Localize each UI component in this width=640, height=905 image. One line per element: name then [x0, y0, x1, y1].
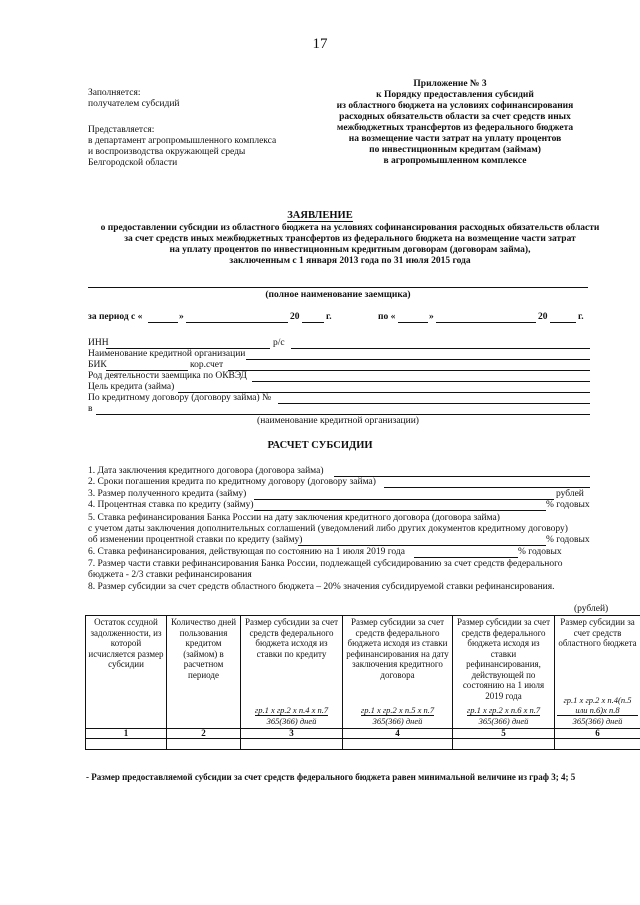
- item-3-unit: рублей: [556, 489, 584, 499]
- item-7-line-b: бюджета - 2/3 ставки рефинансирования: [88, 570, 252, 580]
- formula-col6: гр.1 х гр.2 х п.4(п.5 или п.6)х п.8 365(366) дней: [557, 695, 638, 726]
- year-suffix: г.: [326, 312, 332, 322]
- page-number: 17: [312, 36, 328, 52]
- item-6-field[interactable]: [414, 557, 518, 558]
- table-cell[interactable]: [555, 739, 640, 750]
- quote-mark: »: [179, 312, 184, 322]
- table-number-row: [86, 729, 640, 739]
- period-to-day-field[interactable]: [398, 322, 428, 323]
- korschet-field[interactable]: [228, 370, 590, 371]
- okved-field[interactable]: [252, 381, 590, 382]
- table-cell[interactable]: [343, 739, 453, 750]
- appendix-line: из областного бюджета на условиях софинансирования: [336, 101, 574, 111]
- bank-name-field[interactable]: [246, 359, 590, 360]
- table-cell[interactable]: [86, 739, 167, 750]
- period-to-year-field[interactable]: [550, 322, 576, 323]
- year-suffix: г.: [578, 312, 584, 322]
- period-from-year-field[interactable]: [302, 322, 324, 323]
- column-number: 3: [241, 729, 343, 739]
- submit-label: Представляется:: [88, 125, 155, 135]
- table-header-cell: Размер субсидии за счет средств областного бюджета гр.1 х гр.2 х п.4(п.5 или п.6)х п.8 365(366) дней: [555, 616, 640, 729]
- borrower-caption: (полное наименование заемщика): [265, 290, 411, 300]
- contract-field[interactable]: [278, 403, 590, 404]
- column-number: 6: [555, 729, 640, 739]
- subsidy-table: [85, 615, 640, 750]
- table-header-cell: Размер субсидии за счет средств федерального бюджета исходя из ставки по кредиту гр.1 х гр.2 х п.4 х п.7 365(366) дней: [241, 616, 343, 729]
- table-header-row: [86, 616, 640, 729]
- heading-line: заключенным с 1 января 2013 года по 31 июля 2015 года: [229, 256, 471, 266]
- item-6-unit: % годовых: [518, 547, 562, 557]
- fill-label: Заполняется:: [88, 88, 141, 98]
- table-header-cell: Количество дней пользования кредитом (займом) в расчетном периоде: [167, 616, 241, 729]
- item-4: 4. Процентная ставка по кредиту (займу): [88, 500, 254, 510]
- in-label: в: [88, 404, 93, 414]
- period-from-year: 20: [290, 312, 300, 322]
- item-3-field[interactable]: [254, 499, 554, 500]
- heading-line: за счет средств иных межбюджетных трансфертов из федерального бюджета на возмещение части затрат: [124, 234, 576, 244]
- period-to-month-field[interactable]: [436, 322, 536, 323]
- appendix-title: Приложение № 3: [413, 79, 487, 89]
- okved-label: Род деятельности заемщика по ОКВЭД: [88, 371, 247, 381]
- purpose-label: Цель кредита (займа): [88, 382, 175, 392]
- table-cell[interactable]: [453, 739, 555, 750]
- table-header-cell: Размер субсидии за счет средств федерального бюджета исходя из ставки рефинансирования, действующей по состоянию на 1 июля 2019 года гр.1 х гр.2 х п.6 х п.7 365(366) дней: [453, 616, 555, 729]
- appendix-line: в агропромышленном комплексе: [383, 156, 527, 166]
- column-number: 5: [453, 729, 555, 739]
- heading-line: о предоставлении субсидии из областного бюджета на условиях софинансирования расходных обязательств области: [100, 223, 600, 233]
- formula-col5: гр.1 х гр.2 х п.6 х п.7 365(366) дней: [466, 705, 541, 726]
- item-5-field[interactable]: [298, 545, 546, 546]
- appendix-line: расходных обязательств области за счет средств иных: [339, 112, 571, 122]
- appendix-line: межбюджетных трансфертов из федерального бюджета: [336, 123, 574, 133]
- item-2: 2. Сроки погашения кредита по кредитному договору (договору займа): [88, 477, 376, 487]
- table-header-cell: Размер субсидии за счет средств федерального бюджета исходя из ставки рефинансирования на дату заключения кредитного договора гр.1 х гр.2 х п.5 х п.7 365(366) дней: [343, 616, 453, 729]
- item-5-unit: % годовых: [546, 535, 590, 545]
- item-5-line-b: с учетом даты заключения дополнительных соглашений (уведомлений либо других документов кредитному договору): [88, 524, 568, 534]
- item-2-field[interactable]: [384, 487, 590, 488]
- appendix-line: по инвестиционным кредитам (займам): [369, 145, 541, 155]
- korschet-label: кор.счет: [190, 360, 224, 370]
- inn-label: ИНН: [88, 338, 109, 348]
- bik-label: БИК: [88, 360, 107, 370]
- bank-field[interactable]: [96, 414, 590, 415]
- item-4-field[interactable]: [254, 510, 546, 511]
- column-number: 4: [343, 729, 453, 739]
- borrower-line[interactable]: [88, 287, 588, 288]
- table-unit: (рублей): [574, 604, 609, 614]
- column-number: 1: [86, 729, 167, 739]
- item-8: 8. Размер субсидии за счет средств областного бюджета – 20% значения субсидируемой ставки рефинансирования.: [88, 582, 555, 592]
- formula-col3: гр.1 х гр.2 х п.4 х п.7 365(366) дней: [254, 705, 329, 726]
- footnote: - Размер предоставляемой субсидии за счет средств федерального бюджета равен минимальной величине из граф 3; 4; 5: [86, 772, 576, 782]
- formula-col4: гр.1 х гр.2 х п.5 х п.7 365(366) дней: [360, 705, 435, 726]
- rs-field[interactable]: [291, 348, 590, 349]
- period-from-month-field[interactable]: [186, 322, 288, 323]
- period-to-year: 20: [538, 312, 548, 322]
- table-header-cell: Остаток ссудной задолженности, из которой исчисляется размер субсидии: [86, 616, 167, 729]
- appendix-line: к Порядку предоставления субсидий: [376, 90, 534, 100]
- calc-title: РАСЧЕТ СУБСИДИИ: [267, 440, 373, 451]
- item-3: 3. Размер полученного кредита (займу): [88, 489, 247, 499]
- submit-line: Белгородской области: [88, 158, 178, 168]
- contract-label: По кредитному договору (договору займа) №: [88, 393, 272, 403]
- submit-line: в департамент агропромышленного комплекса: [88, 136, 277, 146]
- document-title: ЗАЯВЛЕНИЕ: [287, 210, 353, 221]
- submit-line: и воспроизводства окружающей среды: [88, 147, 246, 157]
- heading-line: на уплату процентов по инвестиционным кредитным договорам (договорам займа),: [169, 245, 531, 255]
- item-1: 1. Дата заключения кредитного договора (договора займа): [88, 466, 324, 476]
- bank-caption: (наименование кредитной организации): [257, 416, 419, 426]
- appendix-line: на возмещение части затрат на уплату процентов: [348, 134, 562, 144]
- period-to-label: по «: [378, 312, 396, 322]
- table-cell[interactable]: [167, 739, 241, 750]
- item-7-line-a: 7. Размер части ставки рефинансирования Банка России, подлежащей субсидированию за счет средств федерального: [88, 559, 563, 569]
- rs-label: р/с: [273, 338, 285, 348]
- period-from-day-field[interactable]: [148, 322, 178, 323]
- item-4-unit: % годовых: [546, 500, 590, 510]
- fill-by: получателем субсидий: [88, 99, 180, 109]
- table-cell[interactable]: [241, 739, 343, 750]
- item-5-line-c: об изменении процентной ставки по кредиту (займу): [88, 535, 303, 545]
- quote-mark: »: [429, 312, 434, 322]
- item-5-line-a: 5. Ставка рефинансирования Банка России на дату заключения кредитного договора (договора займа): [88, 513, 500, 523]
- period-from-label: за период с «: [88, 312, 143, 322]
- bank-name-label: Наименование кредитной организации: [88, 349, 246, 359]
- column-number: 2: [167, 729, 241, 739]
- item-6: 6. Ставка рефинансирования, действующая по состоянию на 1 июля 2019 года: [88, 547, 405, 557]
- table-row: [86, 739, 640, 750]
